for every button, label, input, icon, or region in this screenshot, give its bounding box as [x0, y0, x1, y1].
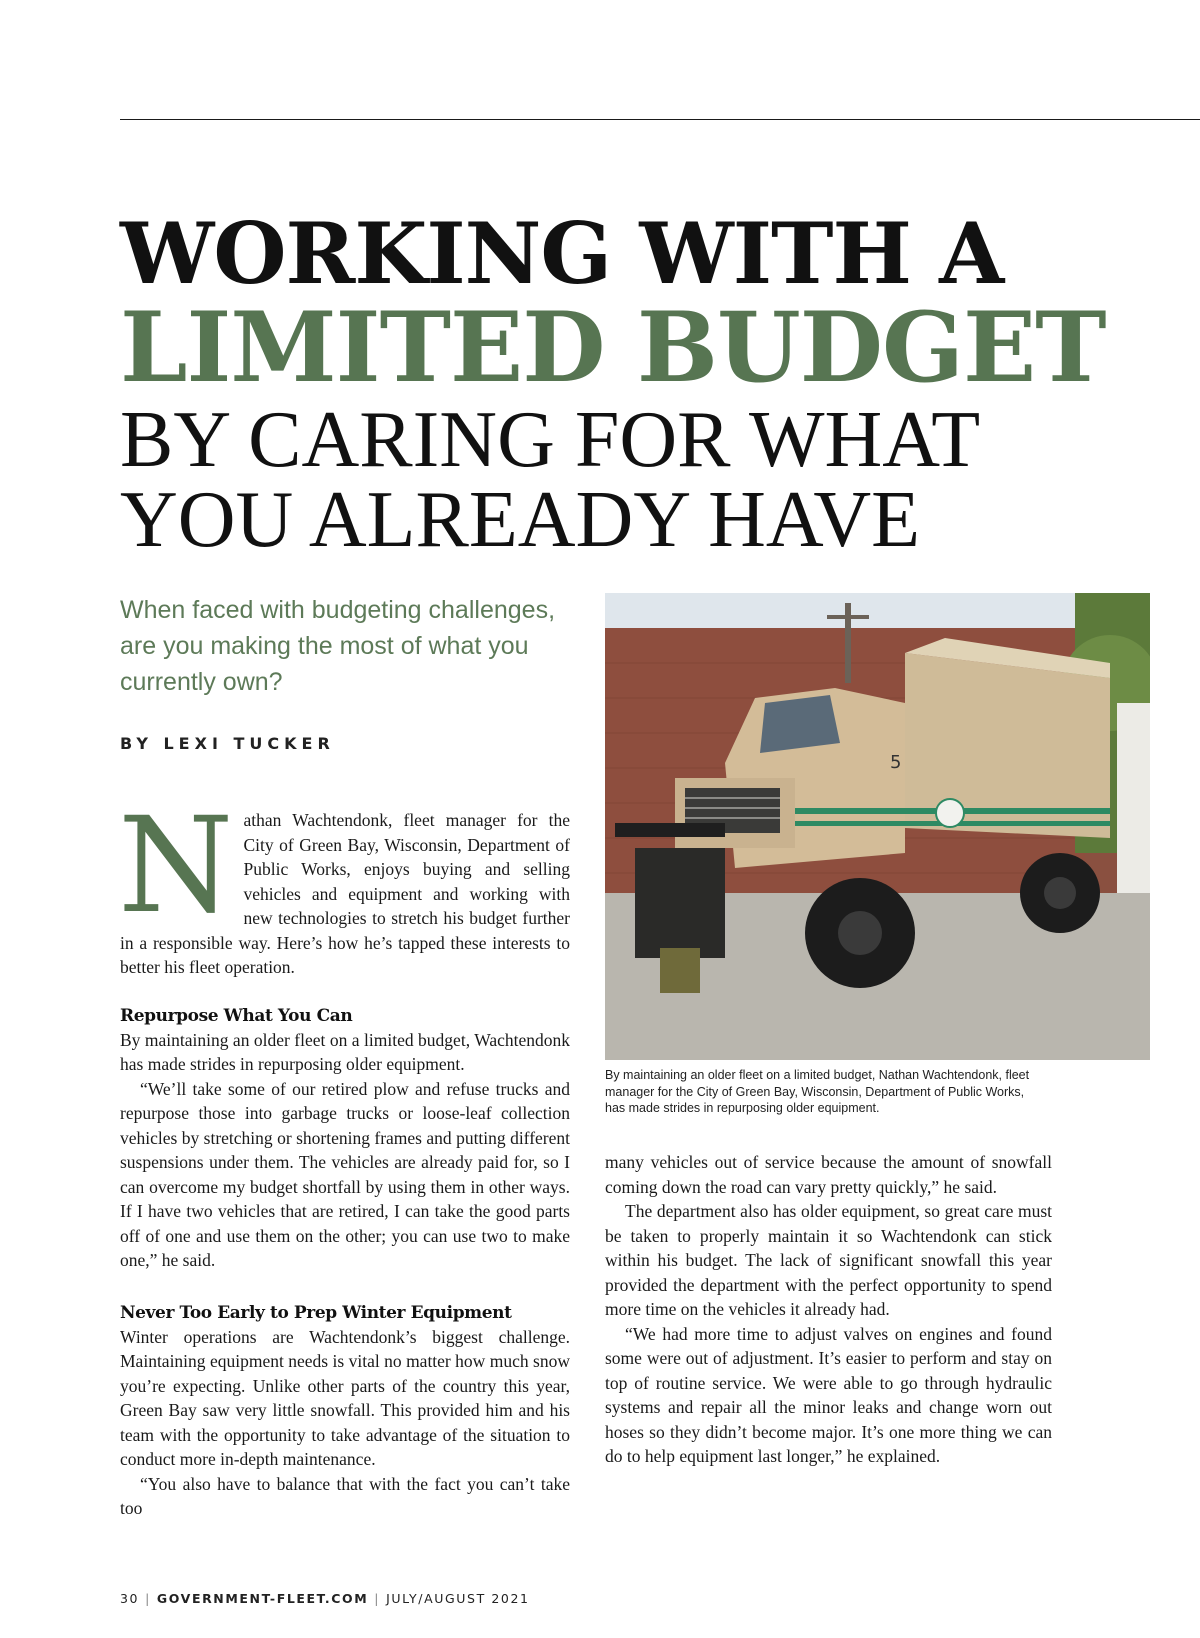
- section-heading-winter: Never Too Early to Prep Winter Equipment: [120, 1302, 512, 1323]
- headline: [120, 204, 1180, 564]
- section2-paragraph-2: “You also have to balance that with the fact you can’t take too: [120, 1473, 570, 1518]
- truck-photo: [605, 593, 1150, 1060]
- lead-paragraph: [118, 789, 570, 980]
- byline: BY LEXI TUCKER: [120, 734, 335, 753]
- photo-caption: By maintaining an older fleet on a limited budget, Nathan Wachtendonk, fleet manager for the City of Green Bay, Wisconsin, Department of Public Works, has made strides in repurposing older equipment.: [605, 1068, 1030, 1115]
- section1-paragraph-1: By maintaining an older fleet on a limited budget, Wachtendonk has made strides in repurposing older equipment.: [120, 1029, 570, 1074]
- section1-paragraph-2: “We’ll take some of our retired plow and refuse trucks and repurpose those into garbage trucks or loose-leaf collection vehicles by stretching or shortening frames and putting different suspensions under them. The vehicles are already paid for, so I can overcome my budget shortfall by using them in other ways. If I have two vehicles that are retired, I can take the good parts off of one and use them on the other; you can use two to make one,” he said.: [120, 1078, 570, 1270]
- deck: When faced with budgeting challenges, are you making the most of what you currently own?: [120, 596, 556, 696]
- left-column: [118, 789, 570, 1521]
- footer-site: GOVERNMENT-FLEET.COM: [156, 1591, 369, 1606]
- page-number: 30: [120, 1591, 140, 1606]
- drop-cap: N: [118, 789, 234, 943]
- headline-line-1: WORKING WITH A: [120, 204, 1004, 303]
- headline-line-4: YOU ALREADY HAVE: [120, 476, 920, 564]
- right-paragraph-1: many vehicles out of service because the amount of snowfall coming down the road can vary pretty quickly,” he said.: [605, 1152, 1052, 1197]
- right-paragraph-3: “We had more time to adjust valves on engines and found some were out of adjustment. It’s easier to perform and stay on top of routine service. We were able to go through hydraulic systems and repair all the minor leaks and change worn out hoses so they didn’t become major. It’s one more thing we can do to help equipment last longer,” he explained.: [605, 1323, 1052, 1466]
- footer-separator-1: |: [145, 1591, 151, 1606]
- right-column: [605, 1150, 1052, 1469]
- truck-illustration: [605, 593, 1150, 1060]
- truck-number: 5: [890, 752, 902, 773]
- footer-separator-2: |: [374, 1591, 381, 1606]
- headline-line-3: BY CARING FOR WHAT: [120, 396, 981, 484]
- page-footer: [120, 1591, 530, 1606]
- right-paragraph-2: The department also has older equipment, so great care must be taken to properly maintain it so Wachtendonk can stick within his budget. The lack of significant snowfall this year provided the department with the perfect opportunity to spend more time on the vehicles it already had.: [605, 1201, 1052, 1319]
- lead-text: athan Wachtendonk, fleet manager for the City of Green Bay, Wisconsin, Department of Public Works, enjoys buying and selling vehicles and equipment and working with new technologies to stretch his budget further in a responsible way. Here’s how he’s tapped these interests to better his fleet operation.: [120, 810, 570, 977]
- headline-line-2: LIMITED BUDGET: [120, 291, 1106, 404]
- section-heading-repurpose: Repurpose What You Can: [120, 1005, 353, 1026]
- top-rule: [120, 119, 1200, 120]
- section2-paragraph-1: Winter operations are Wachtendonk’s biggest challenge. Maintaining equipment needs is vital no matter how much snow you’re expecting. Unlike other parts of the country this year, Green Bay saw very little snowfall. This provided him and his team with the opportunity to take advantage of the situation to conduct more in-depth maintenance.: [120, 1326, 570, 1469]
- footer-issue: JULY/AUGUST 2021: [386, 1591, 530, 1606]
